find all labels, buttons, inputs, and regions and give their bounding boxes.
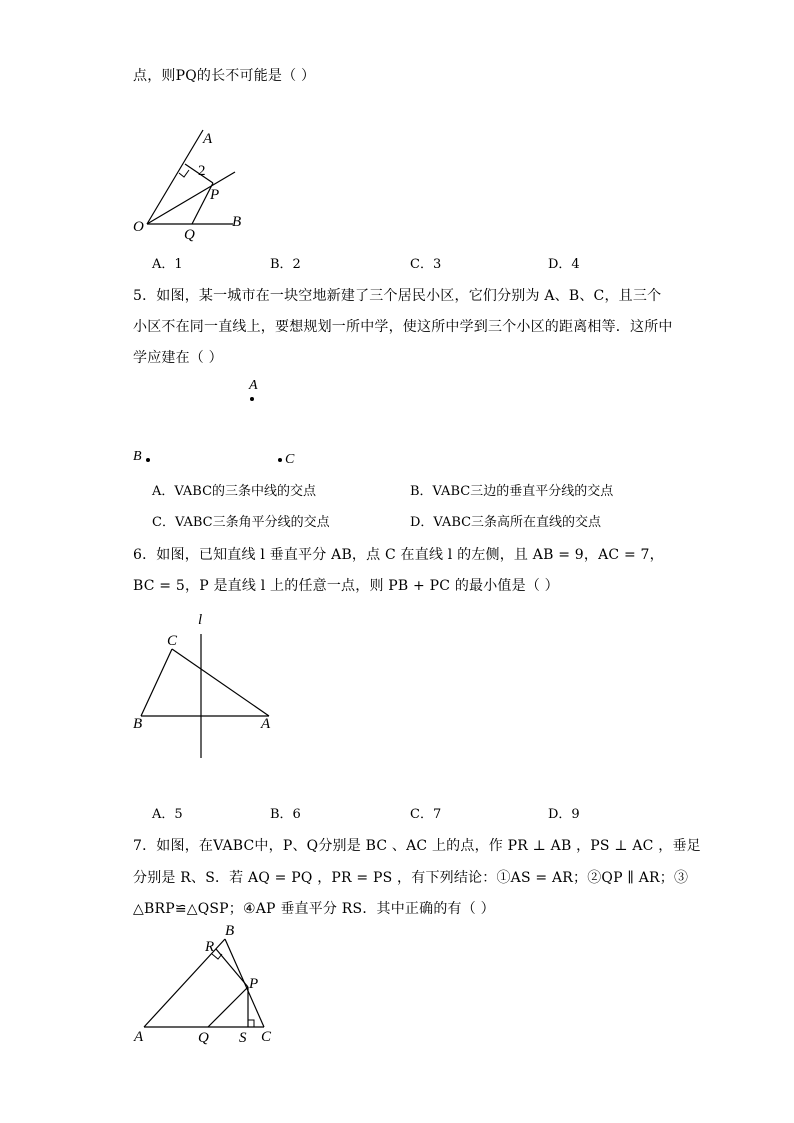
q6-option-c[interactable]: C．7 bbox=[410, 807, 442, 822]
q5-point-B bbox=[146, 458, 150, 462]
q7-label-P: P bbox=[249, 976, 259, 992]
q4-stem-tail: 点，则PQ的长不可能是（ ） bbox=[133, 68, 316, 84]
q6-line-2: BC = 5，P 是直线 l 上的任意一点，则 PB + PC 的最小值是（ ） bbox=[133, 578, 559, 594]
q7-label-R: R bbox=[205, 939, 215, 955]
q5-point-A bbox=[250, 397, 254, 401]
q7-label-B: B bbox=[225, 923, 235, 939]
q5-line-1: 5．如图，某一城市在一块空地新建了三个居民小区，它们分别为 A、B、C，且三个 bbox=[133, 288, 662, 304]
q4-option-b[interactable]: B．2 bbox=[270, 257, 301, 272]
q5-label-A: A bbox=[249, 378, 258, 393]
q5-label-B: B bbox=[133, 449, 142, 464]
q4-option-c[interactable]: C．3 bbox=[410, 257, 442, 272]
q7-label-C: C bbox=[261, 1029, 272, 1045]
q4-label-B: B bbox=[232, 214, 242, 230]
q7-line-1: 7．如图，在VABC中，P、Q分别是 BC 、AC 上的点，作 PR ⊥ AB ，PS ⊥ AC ，垂足 bbox=[133, 838, 701, 854]
q7-label-S: S bbox=[239, 1030, 247, 1046]
q7-figure bbox=[128, 920, 288, 1055]
q6-label-A: A bbox=[261, 716, 271, 732]
q6-label-B: B bbox=[133, 716, 143, 732]
q7-label-Q: Q bbox=[198, 1030, 209, 1046]
q6-line-1: 6．如图，已知直线 l 垂直平分 AB，点 C 在直线 l 的左侧，且 AB = 9，AC = 7， bbox=[133, 547, 664, 563]
q5-point-C bbox=[278, 458, 282, 462]
q5-label-C: C bbox=[285, 452, 295, 467]
q6-option-b[interactable]: B．6 bbox=[270, 807, 301, 822]
q5-line-3: 学应建在（ ） bbox=[133, 350, 223, 366]
q4-label-O: O bbox=[133, 219, 144, 235]
q6-figure bbox=[128, 606, 288, 766]
q7-line-2: 分别是 R、S．若 AQ = PQ ，PR = PS ，有下列结论：①AS = AR；②QP ∥ AR；③ bbox=[133, 870, 689, 886]
q4-label-Q: Q bbox=[184, 227, 195, 243]
q6-option-a[interactable]: A．5 bbox=[152, 807, 183, 822]
q5-line-2: 小区不在同一直线上，要想规划一所中学，使这所中学到三个小区的距离相等．这所中 bbox=[133, 319, 673, 335]
q4-figure bbox=[125, 120, 265, 245]
q5-option-b[interactable]: B．VABC三边的垂直平分线的交点 bbox=[410, 484, 614, 499]
q4-option-a[interactable]: A．1 bbox=[152, 257, 183, 272]
q6-option-d[interactable]: D．9 bbox=[548, 807, 580, 822]
q5-option-a[interactable]: A．VABC的三条中线的交点 bbox=[152, 484, 317, 499]
q4-option-d[interactable]: D．4 bbox=[548, 257, 580, 272]
q4-label-A: A bbox=[203, 131, 213, 147]
q4-label-2: 2 bbox=[198, 163, 206, 179]
q4-label-P: P bbox=[210, 187, 220, 203]
q7-label-A: A bbox=[134, 1029, 144, 1045]
q6-label-l: l bbox=[198, 612, 203, 628]
q5-option-d[interactable]: D．VABC三条高所在直线的交点 bbox=[410, 515, 602, 530]
q7-line-3: △BRP≌△QSP；④AP 垂直平分 RS．其中正确的有（ ） bbox=[133, 901, 495, 917]
q6-label-C: C bbox=[167, 633, 178, 649]
q5-option-c[interactable]: C．VABC三条角平分线的交点 bbox=[152, 515, 330, 530]
